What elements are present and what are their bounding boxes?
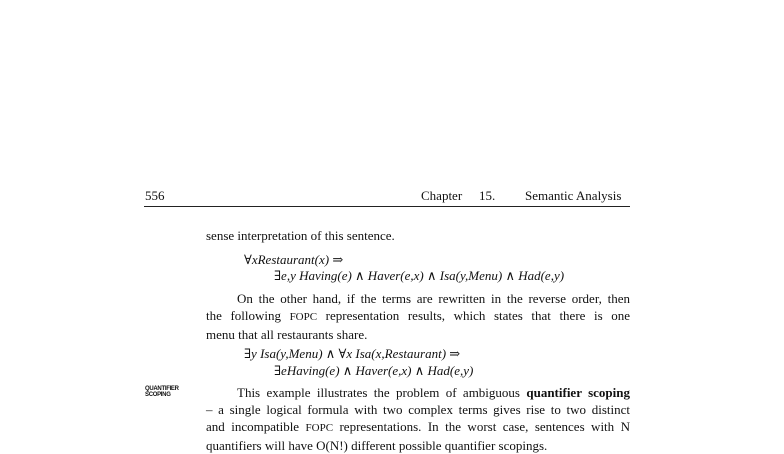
fopc-acronym: FOPC bbox=[289, 311, 318, 323]
paragraph-line: menu that all restaurants share. bbox=[206, 327, 368, 342]
paragraph-line: quantifiers will have O(N!) different possible quantifier scopings. bbox=[206, 438, 548, 453]
paragraph-line bbox=[206, 384, 630, 401]
text-run: This example illustrates the problem of ambiguous bbox=[237, 385, 527, 400]
paragraph-line bbox=[206, 307, 630, 326]
chapter-label: Chapter bbox=[421, 188, 463, 203]
text-run: representations. In the worst case, sentences with N bbox=[333, 419, 630, 434]
header-rule bbox=[144, 206, 630, 207]
text-run: and incompatible bbox=[206, 419, 306, 434]
paragraph-line: On the other hand, if the terms are rewritten in the reverse order, then bbox=[237, 291, 630, 306]
section-title: Semantic Analysis bbox=[525, 188, 622, 203]
formula-1-line-2: ∃e,y Having(e) ∧ Haver(e,x) ∧ Isa(y,Menu) ∧ Had(e,y) bbox=[274, 268, 565, 283]
formula-1-line-1: ∀xRestaurant(x) ⇒ bbox=[244, 252, 344, 267]
margin-note-quantifier-scoping bbox=[145, 386, 179, 398]
paragraph-reverse-order bbox=[206, 290, 630, 343]
fopc-acronym: FOPC bbox=[305, 422, 334, 434]
paragraph-quantifier-scoping bbox=[206, 384, 630, 454]
text-run: representation results, which states that there is one bbox=[317, 308, 630, 323]
intro-line: sense interpretation of this sentence. bbox=[206, 228, 395, 243]
paragraph-line bbox=[206, 418, 630, 437]
text-run: the following bbox=[206, 308, 290, 323]
paragraph-line: – a single logical formula with two complex terms gives rise to two distinct bbox=[206, 402, 630, 417]
margin-note-line: QUANTIFIER bbox=[145, 386, 179, 392]
formula-2-line-2: ∃eHaving(e) ∧ Haver(e,x) ∧ Had(e,y) bbox=[274, 363, 474, 378]
margin-note-line: SCOPING bbox=[145, 392, 171, 398]
chapter-number: 15. bbox=[479, 188, 496, 203]
formula-2-line-1: ∃y Isa(y,Menu) ∧ ∀x Isa(x,Restaurant) ⇒ bbox=[244, 346, 461, 361]
term-quantifier-scoping: quantifier scoping bbox=[526, 385, 631, 400]
page-number: 556 bbox=[145, 188, 165, 203]
